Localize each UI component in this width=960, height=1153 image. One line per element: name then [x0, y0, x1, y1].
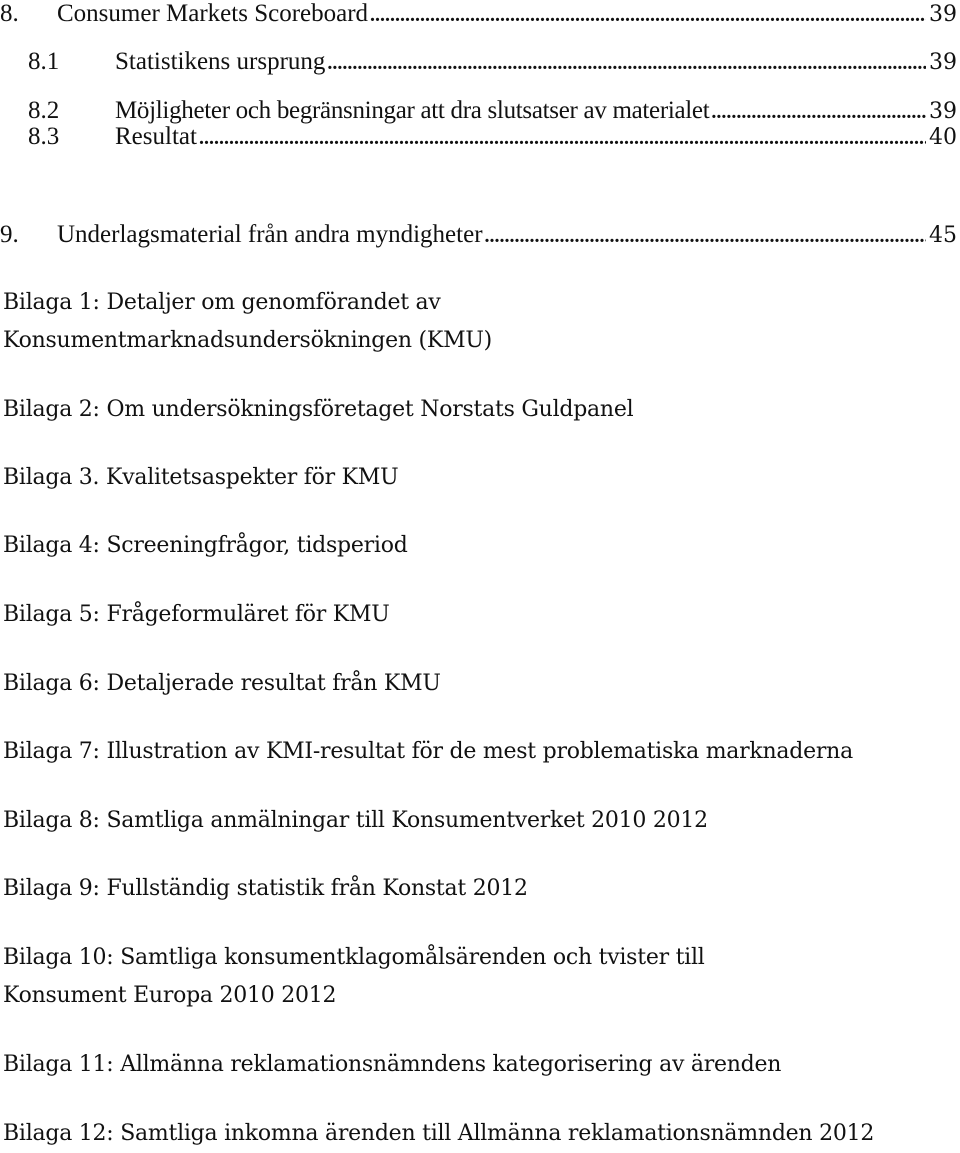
toc-entry-page: 39	[929, 99, 957, 124]
dot-leader	[370, 0, 926, 32]
toc-entry-number: 8.2	[28, 97, 60, 124]
appendix-line: Konsumentmarknadsundersökningen (KMU)	[3, 328, 492, 353]
appendix-entry	[3, 733, 853, 771]
appendix-line: Bilaga 12: Samtliga inkomna ärenden till Allmänna reklamationsnämnden 2012	[3, 1121, 875, 1146]
appendix-entry	[3, 284, 492, 360]
toc-entry-page: 45	[929, 223, 957, 248]
appendix-line: Bilaga 8: Samtliga anmälningar till Konsumentverket 2010 2012	[3, 808, 708, 833]
toc-entry-number: 8.3	[28, 123, 60, 150]
toc-entry-number: 9.	[0, 221, 19, 248]
appendix-entry	[3, 1046, 781, 1084]
toc-entry-title: Statistikens ursprung	[115, 48, 326, 75]
appendix-line: Bilaga 1: Detaljer om genomförandet av	[3, 290, 441, 315]
appendix-line: Bilaga 7: Illustration av KMI-resultat för de mest problematiska marknaderna	[3, 739, 853, 764]
toc-entry-title: Consumer Markets Scoreboard	[57, 0, 369, 27]
toc-entry[interactable]	[0, 218, 957, 252]
toc-entry[interactable]	[0, 0, 957, 31]
appendix-entry	[3, 939, 705, 1015]
appendix-line: Bilaga 5: Frågeformuläret för KMU	[3, 602, 390, 627]
toc-entry-title: Underlagsmaterial från andra myndigheter	[57, 221, 483, 248]
appendix-line: Bilaga 2: Om undersökningsföretaget Norstats Guldpanel	[3, 397, 634, 422]
appendix-line: Bilaga 4: Screeningfrågor, tidsperiod	[3, 533, 408, 558]
appendix-line: Konsument Europa 2010 2012	[3, 983, 337, 1008]
toc-entry-number: 8.1	[28, 48, 60, 75]
dot-leader	[199, 120, 926, 155]
toc-entry-page: 40	[929, 125, 957, 150]
toc-entry-page: 39	[929, 50, 957, 75]
dot-leader	[485, 218, 926, 253]
appendix-entry	[3, 802, 708, 840]
toc-entry[interactable]	[0, 120, 957, 154]
dot-leader	[327, 45, 926, 80]
toc-entry-page: 39	[929, 2, 957, 27]
appendix-entry	[3, 1115, 874, 1153]
toc-entry[interactable]	[0, 45, 957, 79]
appendix-line: Bilaga 3. Kvalitetsaspekter för KMU	[3, 465, 399, 490]
appendix-entry	[3, 391, 633, 429]
toc-entry-title: Möjligheter och begränsningar att dra slutsatser av materialet	[115, 97, 710, 124]
appendix-line: Bilaga 6: Detaljerade resultat från KMU	[3, 671, 441, 696]
toc-entry-title: Resultat	[115, 123, 197, 150]
toc-entry-number: 8.	[0, 0, 19, 27]
appendix-entry	[3, 870, 528, 908]
appendix-entry	[3, 459, 398, 497]
appendix-line: Bilaga 11: Allmänna reklamationsnämndens kategorisering av ärenden	[3, 1052, 782, 1077]
appendix-entry	[3, 596, 390, 634]
appendix-entry	[3, 665, 441, 703]
appendix-entry	[3, 527, 408, 565]
appendix-line: Bilaga 10: Samtliga konsumentklagomålsärenden och tvister till	[3, 945, 705, 970]
appendix-line: Bilaga 9: Fullständig statistik från Konstat 2012	[3, 876, 528, 901]
